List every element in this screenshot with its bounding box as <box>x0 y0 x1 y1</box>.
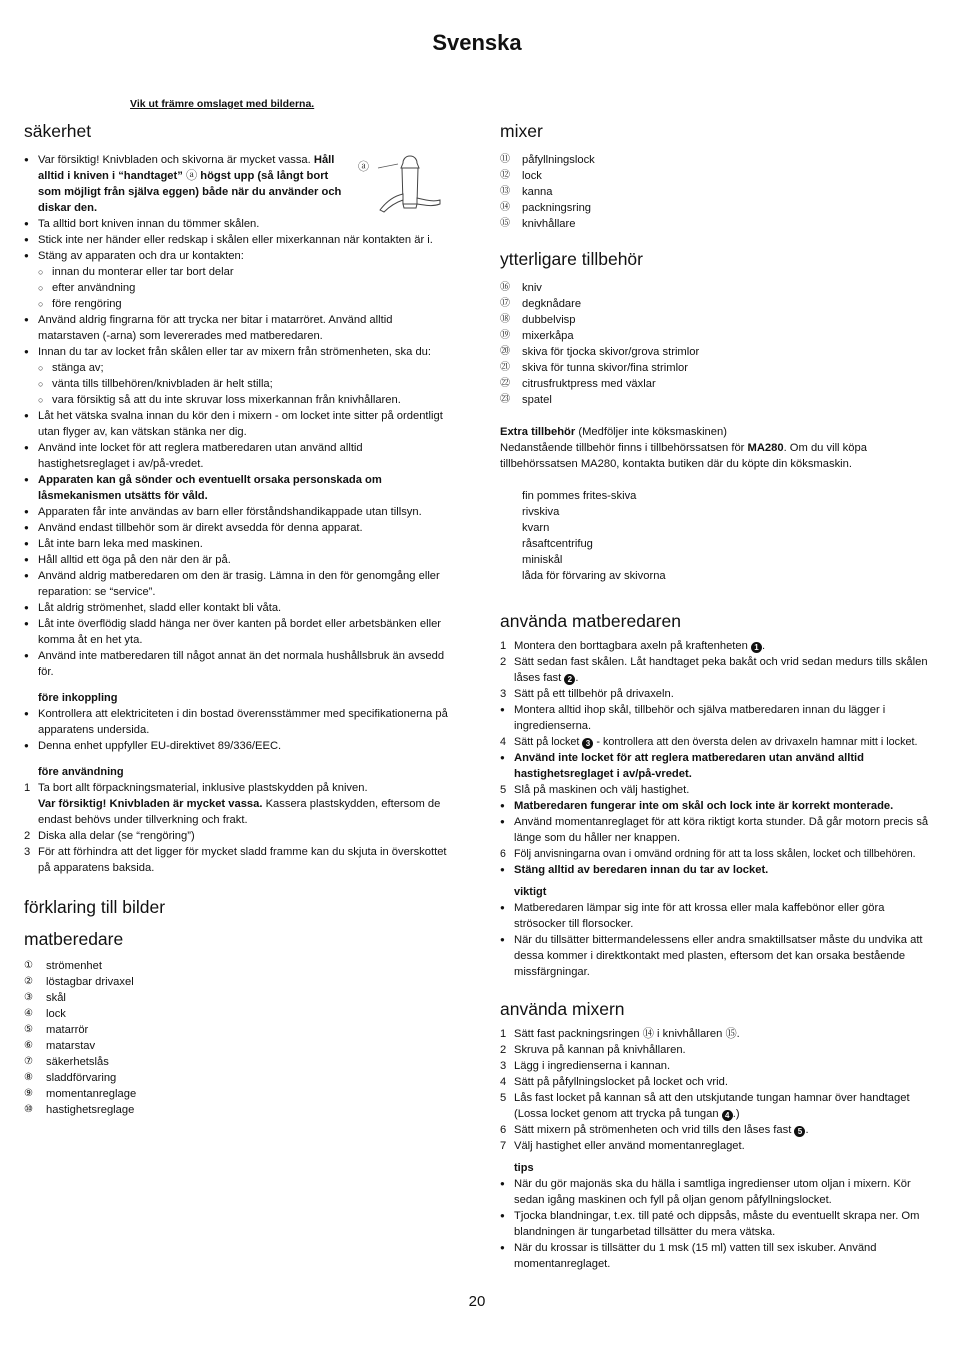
accessory-item <box>500 376 934 392</box>
safety-bullet-9: ● Apparaten kan gå sönder och eventuellt orsaka personskada om låsmekanismen utsätts för våld. <box>24 472 454 504</box>
use-processor-step-1: 1 Montera den borttagbara axeln på kraftenheten 1 . <box>500 640 766 652</box>
safety-sub-3: ○ före rengöring <box>24 296 454 312</box>
extra-accessory-item: låda för förvaring av skivorna <box>522 570 666 582</box>
before-plugging-bullet-2: ● Denna enhet uppfyller EU-direktivet 89/336/EEC. <box>24 738 454 754</box>
accessory-item-number: ㉓ <box>500 394 510 405</box>
processor-part-item <box>24 990 454 1006</box>
processor-part-item <box>24 1054 454 1070</box>
safety-section <box>24 120 454 680</box>
extra-accessories-list <box>500 488 934 584</box>
mixer-part-item-label: kanna <box>522 186 553 198</box>
use-processor-bullet-3: ● Matberedaren fungerar inte om skål och lock inte är korrekt monterade. <box>500 798 934 814</box>
processor-part-item-number: ② <box>24 976 33 987</box>
processor-part-item-number: ⑤ <box>24 1024 33 1035</box>
before-plugging-section <box>24 690 454 754</box>
right-column <box>500 120 934 1272</box>
processor-part-item-number: ⑧ <box>24 1072 33 1083</box>
accessory-item-label: skiva för tunna skivor/fina strimlor <box>522 362 688 374</box>
accessory-item-number: ⑯ <box>500 282 510 293</box>
safety-heading: säkerhet <box>24 121 92 141</box>
safety-bullet-5: ● Använd aldrig fingrarna för att trycka ner bitar i matarröret. Använd alltid matarstaven (-arna) som levererades med matberedaren. <box>24 312 454 344</box>
processor-part-item-label: hastighetsreglage <box>46 1104 135 1116</box>
safety-sub-2: ○ efter användning <box>24 280 454 296</box>
processor-part-item <box>24 974 454 990</box>
processor-part-item <box>24 1086 454 1102</box>
accessory-item <box>500 392 934 408</box>
use-mixer-step-4: 4 Sätt på påfyllningslocket på locket och vrid. <box>500 1076 728 1088</box>
mixer-heading: mixer <box>500 121 543 141</box>
fold-note: Vik ut främre omslaget med bilderna. <box>130 98 315 110</box>
extra-accessory-item: fin pommes frites-skiva <box>522 490 637 502</box>
mixer-part-item-label: lock <box>522 170 542 182</box>
processor-part-item-label: sladdförvaring <box>46 1072 117 1084</box>
mixer-part-item-number: ⑫ <box>500 170 510 181</box>
left-column <box>24 120 454 1118</box>
processor-part-item <box>24 1038 454 1054</box>
use-processor-step-6: 6 Följ anvisningarna ovan i omvänd ordning för att ta loss skålen, locket och tillbehören. <box>500 848 916 860</box>
safety-bullet-14: ● Använd aldrig matberedaren om den är trasig. Lämna in den för genomgång eller reparation: se “service”. <box>24 568 454 600</box>
processor-part-item-number: ③ <box>24 992 33 1003</box>
processor-part-item <box>24 958 454 974</box>
mixer-part-item-label: packningsring <box>522 202 592 214</box>
accessory-item-number: ㉒ <box>500 378 510 389</box>
tips-bullet-3: ● När du krossar is tillsätter du 1 msk (15 ml) vatten till sex iskuber. Använd momentanreglaget. <box>500 1240 934 1272</box>
accessory-item-label: mixerkåpa <box>522 330 574 342</box>
processor-part-item <box>24 1070 454 1086</box>
before-plugging-bullet-1: ● Kontrollera att elektriciteten i din bostad överensstämmer med specifikationerna på apparatens undersida. <box>24 706 454 738</box>
mixer-part-item-label: påfyllningslock <box>522 154 595 166</box>
page-title: Svenska <box>432 30 522 55</box>
safety-bullet-17: ● Använd inte matberedaren till något annat än det normala hushållsbruk än avsedd för. <box>24 648 454 680</box>
tips-heading: tips <box>514 1162 534 1174</box>
blade-label: ⓐ <box>358 161 369 173</box>
important-bullet-1: ● Matberedaren lämpar sig inte för att krossa eller mala kaffebönor eller göra strösocker till florsocker. <box>500 900 934 932</box>
safety-bullet-6: ● Innan du tar av locket från skålen eller tar av mixern från strömenheten, ska du: <box>24 344 454 360</box>
mixer-part-item-number: ⑮ <box>500 218 510 229</box>
processor-part-item-label: matarstav <box>46 1040 96 1052</box>
safety-bullet-13: ● Håll alltid ett öga på den när den är på. <box>24 552 454 568</box>
accessory-item-label: dubbelvisp <box>522 314 576 326</box>
safety-sub-6: ○ vara försiktig så att du inte skruvar loss mixerkannan från knivhållaren. <box>24 392 454 408</box>
mixer-part-item-number: ⑭ <box>500 202 510 213</box>
extra-accessories-title: Extra tillbehör (Medföljer inte köksmaskinen) <box>500 426 727 438</box>
accessory-item <box>500 360 934 376</box>
safety-bullet-16: ● Låt inte överflödig sladd hänga ner över kanten på bordet eller arbetsbänken eller komma åt en het yta. <box>24 616 454 648</box>
processor-part-item-label: skål <box>46 992 66 1004</box>
before-use-step-1: 1 Ta bort allt förpackningsmaterial, inklusive plastskydden på kniven. Var försiktig! Knivbladen är mycket vassa. Kassera plastskydden, eftersom de endast behövs under tillverkning och frakt. <box>24 782 441 826</box>
processor-part-item-label: matarrör <box>46 1024 89 1036</box>
use-processor-bullet-4: ● Använd momentanreglaget för att köra riktigt korta stunder. Då går motorn precis så länge som du håller ner knappen. <box>500 814 934 846</box>
use-processor-step-5: 5 Slå på maskinen och välj hastighet. <box>500 784 690 796</box>
mixer-part-item-number: ⑪ <box>500 154 510 165</box>
safety-sub-4: ○ stänga av; <box>24 360 454 376</box>
safety-sub-5: ○ vänta tills tillbehören/knivbladen är helt stilla; <box>24 376 454 392</box>
processor-part-item-number: ① <box>24 960 33 971</box>
processor-part-item-number: ⑨ <box>24 1088 33 1099</box>
use-processor-bullet-1: ● Montera alltid ihop skål, tillbehör och själva matberedaren innan du lägger i ingredienserna. <box>500 702 934 734</box>
use-processor-bullet-2: ● Använd inte locket för att reglera matberedaren utan använd alltid hastighetsreglaget i av/på-vredet. <box>500 750 934 782</box>
processor-parts-list <box>24 958 454 1118</box>
processor-part-item-number: ④ <box>24 1008 33 1019</box>
processor-part-item <box>24 1006 454 1022</box>
accessory-item <box>500 280 934 296</box>
extra-accessory-item: råsaftcentrifug <box>522 538 593 550</box>
processor-part-item-number: ⑦ <box>24 1056 33 1067</box>
accessory-item <box>500 344 934 360</box>
processor-part-item-number: ⑥ <box>24 1040 33 1051</box>
tips-bullet-1: ● När du gör majonäs ska du hälla i samtliga ingredienser utom oljan i mixern. Kör sedan igång maskinen och fyll på oljan genom påfyllningslocket. <box>500 1176 934 1208</box>
processor-part-item-label: lock <box>46 1008 66 1020</box>
safety-bullet-3: ● Stick inte ner händer eller redskap i skålen eller mixerkannan när kontakten är i. <box>24 232 454 248</box>
use-processor-heading: använda matberedaren <box>500 611 681 631</box>
processor-part-item <box>24 1022 454 1038</box>
safety-bullet-4: ● Stäng av apparaten och dra ur kontakten: <box>24 248 454 264</box>
use-processor-step-4: 4 Sätt på locket 3 - kontrollera att den översta delen av drivaxeln hamnar mitt i locket. <box>500 736 918 748</box>
use-mixer-step-7: 7 Välj hastighet eller använd momentanreglaget. <box>500 1140 745 1152</box>
safety-bullet-7: ● Låt het vätska svalna innan du kör den i mixern - om locket inte sitter på ordentligt utan flyger av, kan vätskan stänka ner dig. <box>24 408 454 440</box>
accessory-item-number: ⑲ <box>500 330 510 341</box>
important-heading: viktigt <box>514 886 547 898</box>
mixer-part-item <box>500 184 934 200</box>
important-bullet-2: ● När du tillsätter bittermandelessens eller andra smaktillsatser måste du undvika att dessa kommer i direktkontakt med plasten, eftersom det kan orsaka bestående missfärgningar. <box>500 932 934 980</box>
mixer-part-item <box>500 168 934 184</box>
accessory-item <box>500 312 934 328</box>
use-mixer-step-6: 6 Sätt mixern på strömenheten och vrid tills den låses fast 5 . <box>500 1124 809 1136</box>
mixer-part-item <box>500 200 934 216</box>
tips-bullet-2: ● Tjocka blandningar, t.ex. till paté och dippsås, måste du eventuellt skrapa ner. Om blandningen är tungarbetad tillsätter du mera vätska. <box>500 1208 934 1240</box>
accessory-item <box>500 328 934 344</box>
safety-bullet-15: ● Låt aldrig strömenhet, sladd eller kontakt bli våta. <box>24 600 454 616</box>
processor-part-item-number: ⑩ <box>24 1104 33 1115</box>
mixer-parts-list <box>500 152 934 232</box>
accessory-item-number: ⑳ <box>500 346 510 357</box>
extra-accessories-paragraph: Nedanstående tillbehör finns i tillbehörssatsen för MA280. Om du vill köpa tillbehörssatsen MA280, kontakta butiken där du köpte din köksmaskin. <box>500 442 867 470</box>
processor-part-item-label: momentanreglage <box>46 1088 137 1100</box>
processor-part-item <box>24 1102 454 1118</box>
safety-bullet-10: ● Apparaten får inte användas av barn eller förståndshandikappade utan tillsyn. <box>24 504 454 520</box>
extra-accessory-item: miniskål <box>522 554 563 566</box>
use-mixer-step-2: 2 Skruva på kannan på knivhållaren. <box>500 1044 686 1056</box>
processor-subheading: matberedare <box>24 929 124 949</box>
mixer-part-item <box>500 152 934 168</box>
processor-part-item-label: säkerhetslås <box>46 1056 109 1068</box>
use-mixer-step-1: 1 Sätt fast packningsringen ⑭ i knivhållaren ⑮. <box>500 1028 740 1040</box>
use-mixer-heading: använda mixern <box>500 999 625 1019</box>
use-processor-step-3: 3 Sätt på ett tillbehör på drivaxeln. <box>500 688 674 700</box>
safety-sub-1: ○ innan du monterar eller tar bort delar <box>24 264 454 280</box>
use-mixer-step-3: 3 Lägg i ingredienserna i kannan. <box>500 1060 671 1072</box>
accessory-item-label: degknådare <box>522 298 582 310</box>
accessory-item <box>500 296 934 312</box>
safety-bullet-12: ● Låt inte barn leka med maskinen. <box>24 536 454 552</box>
accessory-item-label: spatel <box>522 394 552 406</box>
processor-part-item-label: strömenhet <box>46 960 102 972</box>
processor-part-item-label: löstagbar drivaxel <box>46 976 134 988</box>
accessory-item-label: kniv <box>522 282 542 294</box>
before-use-step-3: 3 För att förhindra att det ligger för mycket sladd framme kan du skjuta in överskottet på apparatens baksida. <box>24 846 447 874</box>
safety-bullet-8: ● Använd inte locket för att reglera matberedaren utan använd alltid hastighetsreglaget i av/på-vredet. <box>24 440 454 472</box>
use-processor-step-2: 2 Sätt sedan fast skålen. Låt handtaget peka bakåt och vrid sedan medurs tills skålen låses fast 2 . <box>500 656 928 684</box>
before-use-section <box>24 764 454 876</box>
accessory-item-number: ⑱ <box>500 314 510 325</box>
accessory-item-label: citrusfruktpress med växlar <box>522 378 656 390</box>
mixer-part-item-label: knivhållare <box>522 218 576 230</box>
accessories-list <box>500 280 934 408</box>
accessory-item-number: ⑰ <box>500 298 510 309</box>
use-processor-bullet-5: ● Stäng alltid av beredaren innan du tar av locket. <box>500 862 934 878</box>
before-plugging-heading: före inkoppling <box>38 692 118 704</box>
explanation-heading: förklaring till bilder <box>24 897 166 917</box>
accessory-item-number: ㉑ <box>500 362 510 373</box>
mixer-part-item-number: ⑬ <box>500 186 510 197</box>
before-use-step-2: 2 Diska alla delar (se “rengöring”) <box>24 830 195 842</box>
page-number: 20 <box>468 1293 486 1310</box>
before-use-heading: före användning <box>38 766 124 778</box>
accessory-item-label: skiva för tjocka skivor/grova strimlor <box>522 346 700 358</box>
safety-bullet-11: ● Använd endast tillbehör som är direkt avsedda för denna apparat. <box>24 520 454 536</box>
extra-accessory-item: rivskiva <box>522 506 560 518</box>
use-mixer-step-5: 5 Lås fast locket på kannan så att den utskjutande tungan hamnar över handtaget (Lossa locket genom att trycka på tungan 4 .) <box>500 1092 910 1120</box>
extra-accessory-item: kvarn <box>522 522 550 534</box>
accessories-heading: ytterligare tillbehör <box>500 249 643 269</box>
safety-bullet-2: ● Ta alltid bort kniven innan du tömmer skålen. <box>24 216 454 232</box>
safety-bullet-1: ● Var försiktig! Knivbladen och skivorna är mycket vassa. Håll alltid i kniven i “handtaget” ⓐ högst upp (så långt bort som möjligt från själva eggen) både när du använder och diskar den. <box>24 152 454 216</box>
mixer-part-item <box>500 216 934 232</box>
